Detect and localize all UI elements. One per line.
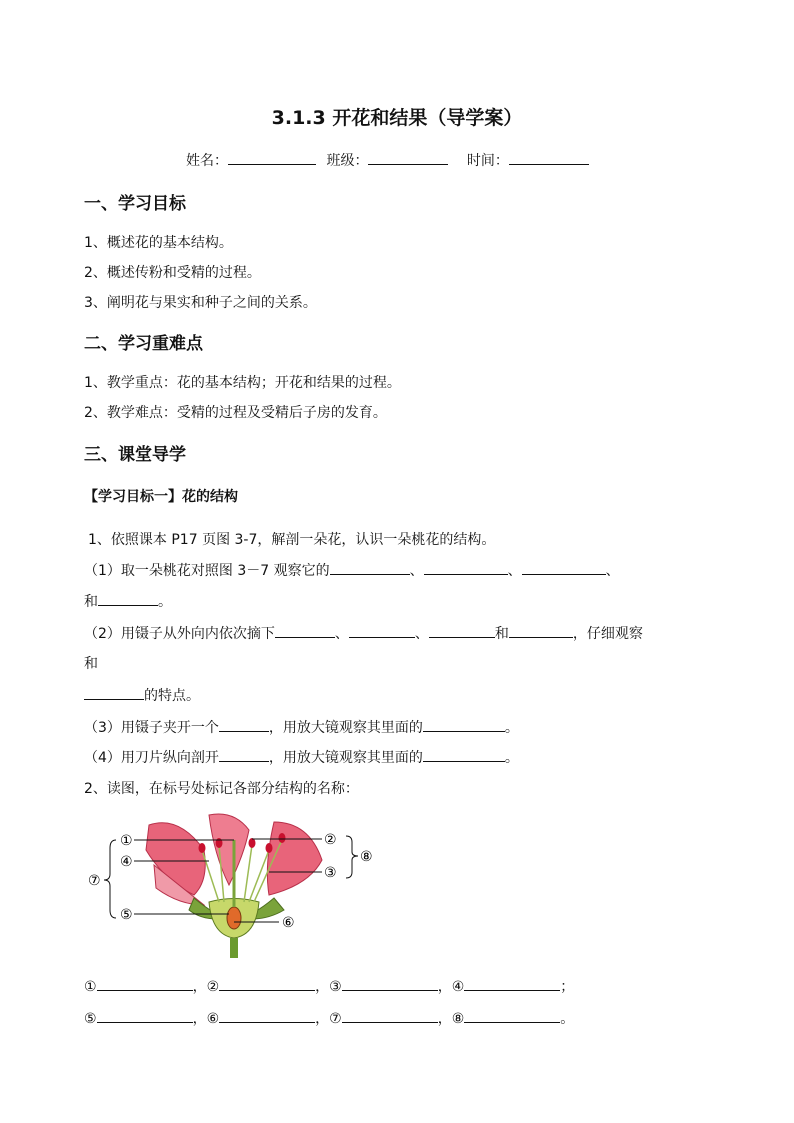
question-1: 1、依照课本 P17 页图 3-7，解剖一朵花，认识一朵桃花的结构。	[88, 532, 496, 548]
answer-blank[interactable]	[423, 719, 505, 732]
question-2: 2、读图，在标号处标记各部分结构的名称：	[84, 781, 359, 797]
section-heading-goals: 一、学习目标	[84, 194, 186, 214]
question-1-4	[84, 747, 519, 767]
label-4: ④	[120, 854, 133, 870]
answer-blank[interactable]	[84, 687, 144, 700]
time-label: 时间：	[466, 153, 509, 169]
answer-blank[interactable]	[219, 978, 315, 991]
anther-shape	[279, 833, 286, 843]
anther-shape	[266, 843, 273, 853]
petal-shape	[267, 822, 322, 895]
comma: ，	[437, 1011, 452, 1027]
period: 。	[560, 1011, 575, 1027]
sep: 、	[414, 626, 429, 642]
q1-1-text: （1）取一朵桃花对照图 3－7 观察它的	[84, 563, 330, 579]
answer-label: ⑦	[329, 1011, 342, 1027]
goal-item: 1、概述花的基本结构。	[84, 235, 233, 251]
answer-blank[interactable]	[429, 625, 495, 638]
section-heading-key-points: 二、学习重难点	[84, 334, 203, 354]
semicolon: ；	[560, 979, 575, 995]
label-1: ①	[120, 833, 133, 849]
answer-blank[interactable]	[509, 625, 573, 638]
anther-shape	[199, 843, 206, 853]
answer-label: ④	[451, 979, 465, 995]
label-7: ⑦	[88, 873, 101, 889]
answer-blank[interactable]	[522, 562, 606, 575]
comma: ，	[315, 1011, 330, 1027]
name-blank[interactable]	[228, 152, 316, 165]
question-1-2-and: 和	[84, 656, 98, 672]
petal-shape	[209, 814, 249, 885]
answer-blank[interactable]	[464, 978, 560, 991]
comma: ，	[315, 979, 330, 995]
question-1-1	[84, 560, 620, 580]
class-label: 班级：	[326, 153, 369, 169]
sep: 、	[334, 626, 349, 642]
label-6: ⑥	[282, 915, 295, 931]
diagram-answers-row-1	[84, 976, 574, 996]
section-heading-guide: 三、课堂导学	[84, 445, 186, 465]
label-5: ⑤	[120, 907, 133, 923]
answer-label: ①	[84, 979, 97, 995]
key-point-item: 1、教学重点：花的基本结构；开花和结果的过程。	[84, 375, 401, 391]
stem-shape	[230, 938, 238, 958]
ovary-shape	[227, 907, 241, 929]
and-text: 和	[494, 626, 509, 642]
q1-4-text: （4）用刀片纵向剖开	[84, 750, 219, 766]
answer-label: ③	[329, 979, 342, 995]
left-brace	[104, 840, 116, 918]
period: 。	[504, 750, 519, 766]
answer-blank[interactable]	[464, 1010, 560, 1023]
diagram-answers-row-2	[84, 1008, 574, 1028]
answer-blank[interactable]	[349, 625, 415, 638]
answer-blank[interactable]	[342, 978, 438, 991]
answer-blank[interactable]	[424, 562, 508, 575]
answer-blank[interactable]	[98, 593, 158, 606]
period: 。	[158, 594, 172, 610]
sep: 、	[507, 563, 522, 579]
class-blank[interactable]	[368, 152, 448, 165]
answer-label: ⑥	[206, 1011, 220, 1027]
q1-4-text-b: ，用放大镜观察其里面的	[268, 750, 423, 766]
label-8: ⑧	[360, 849, 373, 865]
comma: ，	[192, 1011, 207, 1027]
label-2: ②	[324, 832, 337, 848]
comma: ，	[437, 979, 452, 995]
answer-blank[interactable]	[219, 719, 269, 732]
answer-blank[interactable]	[219, 749, 269, 762]
answer-blank[interactable]	[275, 625, 335, 638]
name-label: 姓名：	[186, 153, 228, 169]
sep: 、	[605, 563, 620, 579]
q1-3-text: （3）用镊子夹开一个	[84, 720, 219, 736]
q1-2-text: （2）用镊子从外向内依次摘下	[84, 626, 275, 642]
answer-blank[interactable]	[97, 978, 193, 991]
and-text: 和	[84, 594, 98, 610]
sep: 、	[409, 563, 424, 579]
q1-2-end-text: 的特点。	[144, 688, 200, 704]
answer-label: ⑧	[451, 1011, 465, 1027]
answer-label: ②	[206, 979, 220, 995]
q1-2-observe: ，仔细观察	[572, 626, 643, 642]
goal-item: 3、阐明花与果实和种子之间的关系。	[84, 295, 317, 311]
answer-blank[interactable]	[342, 1010, 438, 1023]
comma: ，	[192, 979, 207, 995]
time-blank[interactable]	[509, 152, 589, 165]
label-3: ③	[324, 865, 337, 881]
period: 。	[504, 720, 519, 736]
question-1-2	[84, 623, 643, 643]
answer-blank[interactable]	[97, 1010, 193, 1023]
goal-item: 2、概述传粉和受精的过程。	[84, 265, 261, 281]
right-brace	[346, 836, 358, 878]
answer-label: ⑤	[84, 1011, 97, 1027]
key-point-item: 2、教学难点：受精的过程及受精后子房的发育。	[84, 405, 387, 421]
question-1-1-cont	[84, 591, 172, 611]
goal1-subtitle: 【学习目标一】花的结构	[84, 489, 238, 505]
filament-shape	[244, 845, 252, 902]
answer-blank[interactable]	[330, 562, 410, 575]
answer-blank[interactable]	[219, 1010, 315, 1023]
page-title: 3.1.3 开花和结果（导学案）	[271, 107, 523, 129]
q1-3-text-b: ，用放大镜观察其里面的	[268, 720, 423, 736]
flower-diagram	[84, 810, 384, 960]
question-1-3	[84, 717, 519, 737]
question-1-2-end	[84, 685, 200, 705]
student-info-row	[186, 150, 589, 170]
answer-blank[interactable]	[423, 749, 505, 762]
